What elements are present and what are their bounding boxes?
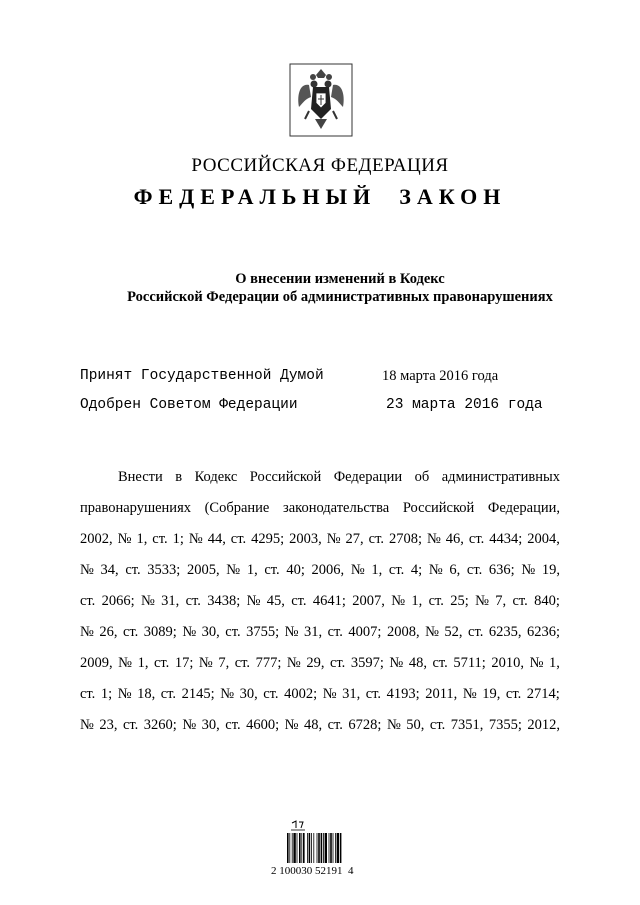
- country-heading: РОССИЙСКАЯ ФЕДЕРАЦИЯ: [191, 155, 449, 176]
- body-line: № 26, ст. 3089; № 30, ст. 3755; № 31, ст. 4007; 2008, № 52, ст. 6235, 6236;: [80, 624, 560, 640]
- law-title: [0, 270, 640, 306]
- adoption-duma-label: Принят Государственной Думой: [80, 368, 324, 384]
- adoption-council-label: Одобрен Советом Федерации: [80, 397, 298, 413]
- body-line: № 23, ст. 3260; № 30, ст. 4600; № 48, ст. 6728; № 50, ст. 7351, 7355; 2012,: [80, 717, 560, 733]
- body-line: № 34, ст. 3533; 2005, № 1, ст. 40; 2006, № 1, ст. 4; № 6, ст. 636; № 19,: [80, 562, 560, 578]
- law-type-heading: ФЕДЕРАЛЬНЫЙ ЗАКОН: [133, 184, 507, 209]
- barcode-number: 2 100030 52191 4: [271, 865, 354, 877]
- body-line: ст. 2066; № 31, ст. 3438; № 45, ст. 4641; 2007, № 1, ст. 25; № 7, ст. 840;: [80, 593, 560, 609]
- law-body-text: [80, 462, 560, 741]
- body-line: ст. 1; № 18, ст. 2145; № 30, ст. 4002; № 31, ст. 4193; 2011, № 19, ст. 2714;: [80, 686, 560, 702]
- barcode-stamp-mark: [291, 821, 305, 830]
- body-line: 2002, № 1, ст. 1; № 44, ст. 4295; 2003, № 27, ст. 2708; № 46, ст. 4434; 2004,: [80, 531, 560, 547]
- adoption-council-date: 23 марта 2016 года: [386, 397, 543, 413]
- law-title-line-2: Российской Федерации об административных правонарушениях: [127, 289, 553, 305]
- adoption-duma-date: 18 марта 2016 года: [382, 368, 499, 384]
- body-line: 2009, № 1, ст. 17; № 7, ст. 777; № 29, ст. 3597; № 48, ст. 5711; 2010, № 1,: [80, 655, 560, 671]
- law-title-line-1: О внесении изменений в Кодекс: [235, 271, 445, 287]
- body-line: Внести в Кодекс Российской Федерации об административных: [118, 469, 560, 485]
- coat-of-arms-emblem: [289, 63, 353, 137]
- body-line: правонарушениях (Собрание законодательства Российской Федерации,: [80, 500, 560, 516]
